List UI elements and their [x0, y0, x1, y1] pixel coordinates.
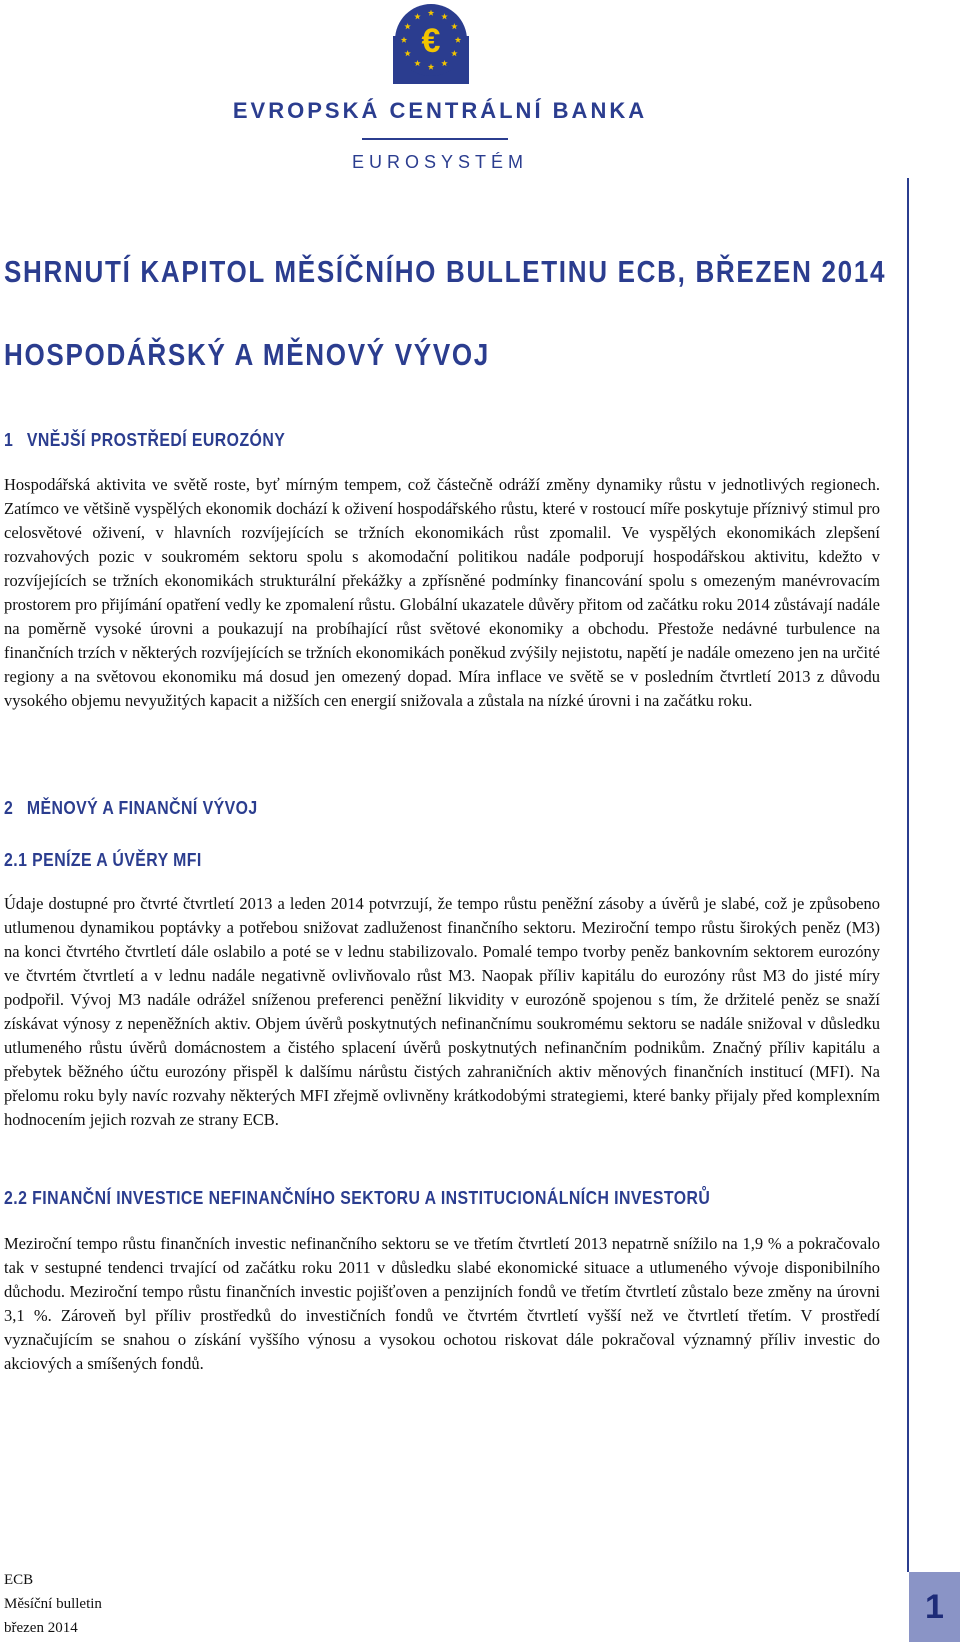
section-1-heading: [4, 430, 285, 451]
page-title: SHRNUTÍ KAPITOL MĚSÍČNÍHO BULLETINU ECB, BŘEZEN 2014: [4, 254, 887, 289]
euro-symbol: €: [421, 22, 441, 60]
footer-publisher: ECB: [4, 1572, 34, 1588]
logo-divider: [362, 138, 508, 140]
footer-publication: Měsíční bulletin: [4, 1596, 102, 1612]
section-2-1-text: Údaje dostupné pro čtvrté čtvrtletí 2013 a leden 2014 potvrzují, že tempo růstu peněžní zásoby a úvěrů je slabé, což je způsobeno utlumenou dynamikou poptávky a potřebou snižovat zadluženost finančního sektoru. Meziroční tempo růstu širokých peněz (M3) na konci čtvrtého čtvrtletí dále oslabilo a poté se v lednu stabilizovalo. Pomalé tempo tvorby peněz bankovním sektorem eurozóny ve čtvrtém čtvrtletí a v lednu nadále negativně ovlivňovalo růst M3. Naopak příliv kapitálu do eurozóny růst M3 do jisté míry podpořil. Vývoj M3 nadále odrážel sníženou preferenci peněžní likvidity v eurozóně spojenou s tím, že držitelé peněz se snaží získávat výnosy z nepeněžních aktiv. Objem úvěrů poskytnutých nefinančnímu soukromému sektoru se nadále snižoval v důsledku utlumeného růstu úvěrů domácnostem a čistého splacení úvěrů poskytnutých nefinančním podnikům. Značný příliv kapitálu a přebytek běžného účtu eurozóny přispěl k dalšímu nárůstu čistých zahraničních aktiv měnových finančních institucí (MFI). Na přelomu roku byly navíc rozvahy některých MFI zřejmě ovlivněny krátkodobými strategiemi, které banky přijaly před komplexním hodnocením jejich rozvah ze strany ECB.: [4, 894, 880, 1129]
footer: [4, 1568, 102, 1640]
section-1-number: 1: [4, 430, 14, 450]
ecb-logo: [0, 0, 960, 180]
section-1-text: Hospodářská aktivita ve světě roste, byť mírným tempem, což částečně odráží změny dynamiky růstu v jednotlivých regionech. Zatímco ve většině vyspělých ekonomik dochází k oživení hospodářského růstu, které v rostoucí míře poskytuje příznivý stimul pro celosvětové oživení, v hlavních rozvíjejících se tržních ekonomikách růst zpomalil. Ve vyspělých ekonomikách zlepšení rozvahových pozic v soukromém sektoru spolu s akomodační politikou nadále podporují hospodářskou aktivitu, kdežto v rozvíjejících se tržních ekonomikách strukturální překážky a zpřísněné podmínky financování spolu s omezeným manévrovacím prostorem pro přijímání opatření vedly ke zpomalení růstu. Globální ukazatele důvěry přitom od začátku roku 2014 zůstávají nadále na poměrně vysoké úrovni a poukazují na probíhající růst světové ekonomiky a obchodu. Přestože nedávné turbulence na finančních trzích v některých rozvíjejících se tržních ekonomikách poněkud zvýšily nejistotu, napětí je nadále omezeno jen na určité regiony a na světovou ekonomiku má dosud jen omezený dopad. Míra inflace ve světě se v posledním čtvrtletí 2013 z důvodu vysokého objemu nevyužitých kapacit a nižších cen energií snižovala a zůstala na nízké úrovni i na začátku roku.: [4, 475, 880, 710]
section-2-2-heading: 2.2 FINANČNÍ INVESTICE NEFINANČNÍHO SEKTORU A INSTITUCIONÁLNÍCH INVESTORŮ: [4, 1188, 711, 1208]
section-2-title: MĚNOVÝ A FINANČNÍ VÝVOJ: [26, 798, 258, 818]
margin-rule: [907, 178, 909, 1572]
eurosystem-label: EUROSYSTÉM: [351, 152, 529, 172]
euro-stars-emblem-icon: [393, 2, 469, 84]
section-2-1-heading: 2.1 PENÍZE A ÚVĚRY MFI: [4, 850, 202, 870]
section-1-title: VNĚJŠÍ PROSTŘEDÍ EUROZÓNY: [26, 430, 286, 450]
page-subtitle: HOSPODÁŘSKÝ A MĚNOVÝ VÝVOJ: [4, 337, 490, 372]
section-2-2-text: Meziroční tempo růstu finančních investic nefinančního sektoru se ve třetím čtvrtletí 2013 nepatrně snížilo na 1,9 % a pokračovalo tak v sestupné tendenci trvající od začátku roku 2011 v důsledku slabé ekonomické situace a utlumeného vývoje disponibilního důchodu. Meziroční tempo růstu finančních investic pojišťoven a penzijních fondů ve třetím čtvrtletí zůstalo beze změny na úrovni 3,1 %. Zároveň byl příliv prostředků do investičních fondů ve čtvrtém čtvrtletí vyšší než ve čtvrtletí třetím. V prostředí vyznačujícím se snahou o získání vyššího výnosu a vysokou ochotou riskovat dále pokračoval významný příliv investic do akciových a smíšených fondů.: [4, 1234, 880, 1373]
footer-date: březen 2014: [4, 1620, 78, 1636]
section-2-number: 2: [4, 798, 14, 818]
section-2-heading: [4, 798, 258, 819]
bank-name: EVROPSKÁ CENTRÁLNÍ BANKA: [232, 98, 648, 123]
page-number: 1: [909, 1572, 960, 1642]
